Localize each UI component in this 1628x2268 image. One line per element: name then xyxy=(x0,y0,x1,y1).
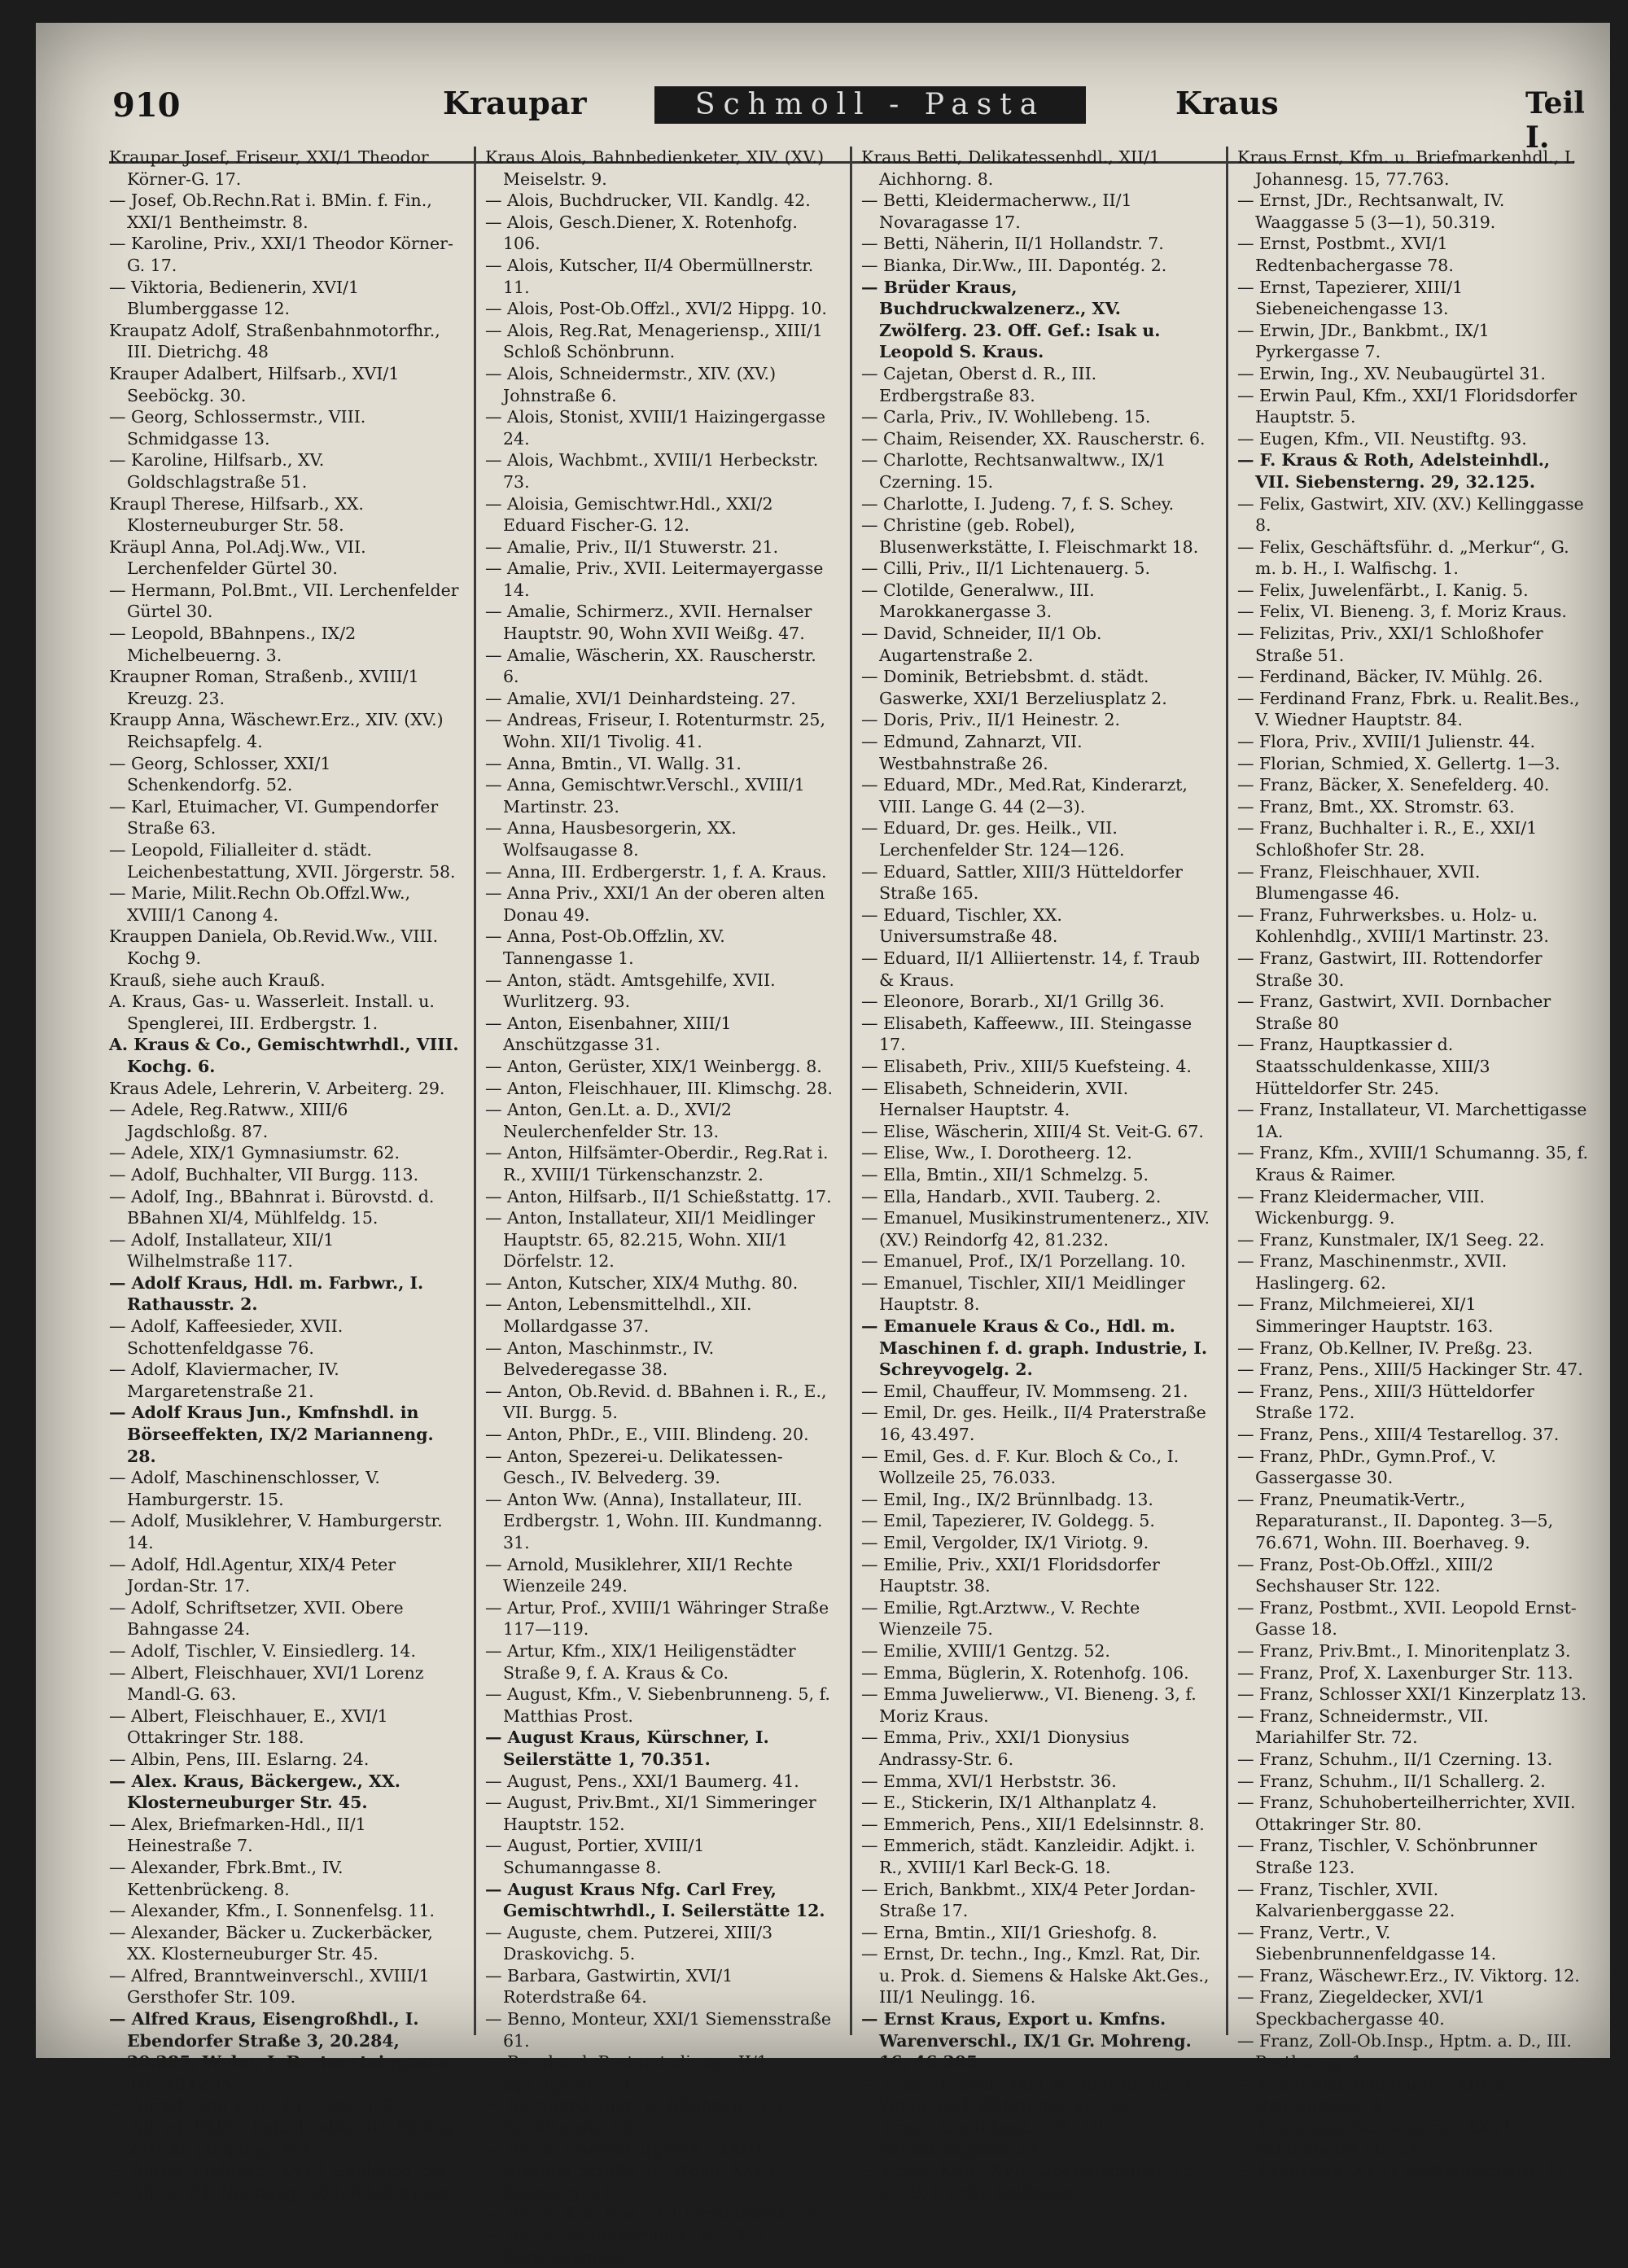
directory-entry: — Betti, Kleidermacherww., II/1 Novaragasse 17. xyxy=(861,190,1132,232)
directory-entry: — Franz, Zoll-Ob.Insp., Hptm. a. D., III. Posthorng. 1. xyxy=(1237,2030,1572,2073)
directory-entry: — Franz, Schuhm., II/1 Schallerg. 2. xyxy=(1237,1771,1546,1791)
directory-entry: — Leopold, BBahnpens., IX/2 Michelbeuerng. 3. xyxy=(109,624,357,665)
directory-entry: — Chaim, Reisender, XX. Rauscherstr. 6. xyxy=(861,428,1206,449)
directory-entry: — Alexander, Kfm., I. Sonnenfelsg. 11. xyxy=(109,1901,435,1921)
directory-entry: — Franz, Tischler, V. Schönbrunner Straße 123. xyxy=(1237,1836,1537,1877)
directory-page xyxy=(36,23,1610,2267)
directory-entry: — Franz, Fleischhauer, XVII. Blumengasse 46. xyxy=(1237,861,1481,904)
directory-entry: — Betti, Näherin, II/1 Hollandstr. 7. xyxy=(861,234,1164,254)
directory-entry: — Franz, Wäschewr.Erz., IV. Viktorg. 12. xyxy=(1237,1965,1580,1986)
directory-entry: — Anna, Gemischtwr.Verschl., XVIII/1 Martinstr. 23. xyxy=(485,775,805,817)
directory-entry: Krauppen Daniela, Ob.Revid.Ww., VIII. Kochg 9. xyxy=(109,926,439,968)
directory-entry: — Emil, Dr. ges. Heilk., II/4 Praterstraße 16, 43.497. xyxy=(861,1403,1206,1445)
directory-entry: — Eduard, Tischler, XX. Universumstraße 48. xyxy=(861,904,1062,947)
column-3 xyxy=(861,147,1213,2202)
directory-entry: — Franz, Buchhalter i. R., E., XXI/1 Schloßhofer Str. 28. xyxy=(1237,818,1538,860)
directory-entry: — Berta, Damenhutgesch., XXI/1 Brünner Straße 30, Wohn. XXI/1 Baumerg. 41. xyxy=(485,2139,778,2202)
directory-entry: — Anton, Lebensmittelhdl., XII. Mollardgasse 37. xyxy=(485,1294,752,1337)
directory-entry: — Franz, Pens., XIII/5 Hackinger Str. 47. xyxy=(1237,1359,1583,1380)
directory-entry: — Ernst, JDr., Rechtsanwalt, IV. Waaggasse 5 (3—1), 50.319. xyxy=(1237,190,1505,232)
directory-entry: — Franziska, Schneiderin, XXI/1 Schloßhofer Str. 51. xyxy=(1237,2117,1512,2159)
header-center-box: Schmoll - Pasta xyxy=(654,86,1086,124)
directory-entry: — David, Schneider, II/1 Ob. Augartenstraße 2. xyxy=(861,624,1102,665)
directory-entry: — Edmund, Zahnarzt, VII. Westbahnstraße 26. xyxy=(861,732,1083,773)
directory-entry: Kraupp Anna, Wäschewr.Erz., XIV. (XV.) Reichsapfelg. 4. xyxy=(109,710,444,752)
directory-entry: — Aloisia, Gemischtwr.Hdl., XXI/2 Eduard Fischer-G. 12. xyxy=(485,493,773,536)
directory-entry: — Anton Ww. (Anna), Installateur, III. Erdbergstr. 1, Wohn. III. Kundmanng. 31. xyxy=(485,1489,823,1552)
directory-entry: — Cajetan, Oberst d. R., III. Erdbergstraße 83. xyxy=(861,363,1097,405)
directory-entry: — Albert, Fleischhauer, XVI/1 Lorenz Mandl-G. 63. xyxy=(109,1662,424,1705)
directory-entry: — August, Pens., XXI/1 Baumerg. 41. xyxy=(485,1771,799,1791)
directory-entry: Kraupatz Adolf, Straßenbahnmotorfhr., III. Dietrichg. 48 xyxy=(109,320,440,362)
header-right-keyword: Kraus xyxy=(1175,85,1279,121)
directory-entry: — Emanuel, Tischler, XII/1 Meidlinger Hauptstr. 8. xyxy=(861,1272,1185,1315)
directory-entry: — Felix, VI. Bieneng. 3, f. Moriz Kraus. xyxy=(1237,602,1567,622)
directory-entry: — Franz, Pens., XIII/3 Hütteldorfer Straße 172. xyxy=(1237,1381,1534,1423)
directory-entry: — Anna Priv., XXI/1 An der oberen alten Donau 49. xyxy=(485,883,825,925)
directory-entry: — Anton, Hilfsämter-Oberdir., Reg.Rat i. R., XVIII/1 Türkenschanzstr. 2. xyxy=(485,1143,829,1184)
directory-entry: — Franz, Fuhrwerksbes. u. Holz- u. Kohlenhdlg., XVIII/1 Martinstr. 23. xyxy=(1237,904,1549,947)
directory-entry: — Franz, Bmt., XX. Stromstr. 63. xyxy=(1237,796,1515,817)
directory-entry: — August Kraus, Kürschner, I. Seilerstätte 1, 70.351. xyxy=(485,1727,769,1769)
directory-entry: — F. Kraus & Roth, Adelsteinhdl., VII. Siebensterng. 29, 32.125. xyxy=(1237,450,1551,492)
directory-entry: — Franz, Bäcker, X. Senefelderg. 40. xyxy=(1237,775,1550,795)
directory-entry: — Adolf, Schriftsetzer, XVII. Obere Bahngasse 24. xyxy=(109,1597,404,1640)
directory-entry: — Franz, Postbmt., XVII. Leopold Ernst-Gasse 18. xyxy=(1237,1597,1577,1640)
directory-entry: — Franz, Schuhm., II/1 Czerning. 13. xyxy=(1237,1749,1553,1769)
directory-entry: — Erwin, Ing., XV. Neubaugürtel 31. xyxy=(1237,363,1546,383)
directory-entry: — Emilie, XVIII/1 Gentzg. 52. xyxy=(861,1640,1110,1661)
column-2 xyxy=(485,147,837,2267)
directory-entry: — Artur, Kfm., XIX/1 Heiligenstädter Straße 9, f. A. Kraus & Co. xyxy=(485,1640,796,1683)
directory-entry: — Franz, Pens., XIII/4 Testarellog. 37. xyxy=(1237,1425,1560,1445)
directory-entry: — Anton, Hilfsarb., II/1 Schießstattg. 17. xyxy=(485,1186,832,1206)
directory-entry: — Alois, Kutscher, II/4 Obermüllnerstr. 11. xyxy=(485,255,814,297)
directory-entry: — Anton, Spezerei-u. Delikatessen-Gesch., IV. Belvederg. 39. xyxy=(485,1446,783,1488)
directory-entry: — Amalie, Wäscherin, XX. Rauscherstr. 6. xyxy=(485,645,816,687)
directory-entry: — Felix, Geschäftsführ. d. „Merkur“, G. m. b. H., I. Walfischg. 1. xyxy=(1237,536,1569,579)
directory-entry: — Anton, städt. Amtsgehilfe, XVII. Wurlitzerg. 93. xyxy=(485,970,776,1012)
directory-entry: — Emmerich, städt. Kanzleidir. Adjkt. i. R., XVIII/1 Karl Beck-G. 18. xyxy=(861,1836,1196,1877)
column-4 xyxy=(1237,147,1589,2181)
column-rule-2 xyxy=(850,147,852,2035)
directory-entry: — Franz, Kfm., XVIII/1 Schumanng. 35, f. Kraus & Raimer. xyxy=(1237,1143,1588,1184)
directory-entry: A. Kraus, Gas- u. Wasserleit. Install. u. Spenglerei, III. Erdbergstr. 1. xyxy=(109,992,435,1033)
directory-entry: — Leopold, Filialleiter d. städt. Leichenbestattung, XVII. Jörgerstr. 58. xyxy=(109,840,456,882)
directory-entry: — Ferdinand Franz, Fbrk. u. Realit.Bes., V. Wiedner Hauptstr. 84. xyxy=(1237,688,1580,730)
directory-entry: — Christine (geb. Robel), Blusenwerkstätte, I. Fleischmarkt 18. xyxy=(861,515,1199,557)
directory-entry: — Adolf, Buchhalter, VII Burgg. 113. xyxy=(109,1164,419,1184)
directory-entry: — Eleonore, Borarb., XI/1 Grillg 36. xyxy=(861,992,1165,1012)
header-left-keyword: Kraupar xyxy=(443,85,587,121)
directory-entry: — Eugen, Kfm., VII. Neustiftg. 93. xyxy=(1237,428,1527,449)
column-1 xyxy=(109,147,461,2202)
directory-entry: — Amalie, XVI/1 Deinhardsteing. 27. xyxy=(485,688,796,708)
directory-entry: — Emil, Vergolder, IX/1 Viriotg. 9. xyxy=(861,1533,1149,1552)
directory-entry: — Alfred, Branntweinverschl., XVIII/1 Gersthofer Str. 109. xyxy=(109,1965,430,2007)
directory-entry: — Adele, XIX/1 Gymnasiumstr. 62. xyxy=(109,1143,400,1163)
directory-entry: — Eduard, II/1 Alliiertenstr. 14, f. Traub & Kraus. xyxy=(861,948,1201,990)
directory-entry: Kraus Adele, Lehrerin, V. Arbeiterg. 29. xyxy=(109,1078,445,1098)
directory-entry: Kraupl Therese, Hilfsarb., XX. Klosterneuburger Str. 58. xyxy=(109,493,364,536)
directory-entry: — Alois, Wachbmt., XVIII/1 Herbeckstr. 73. xyxy=(485,450,819,492)
directory-entry: — Artur, Prof., XVIII/1 Währinger Straße 117—119. xyxy=(485,1597,829,1640)
directory-entry: — Adolf, Maschinenschlosser, V. Hamburgerstr. 15. xyxy=(109,1468,380,1509)
directory-entry: — Ernst Kraus, Export u. Kmfns. Warenverschl., IX/1 Gr. Mohreng. 16. 46.305. xyxy=(861,2009,1192,2073)
directory-entry: — Franz, Hauptkassier d. Staatsschuldenkasse, XIII/3 Hütteldorfer Str. 245. xyxy=(1237,1035,1490,1098)
directory-entry: — Franziska, XVI/1 Redtenbacherg. 17. xyxy=(1237,2161,1572,2181)
directory-entry: — Ernst, Dr. techn., Ing., Kmzl. Rat, Dir. u. Prok. d. Siemens & Halske Akt.Ges., III/1 Neulingg. 16. xyxy=(861,1944,1210,2007)
directory-entry: — Flora, Priv., XVIII/1 Julienstr. 44. xyxy=(1237,732,1536,752)
directory-entry: — Franz, Gastwirt, XVII. Dornbacher Straße 80 xyxy=(1237,992,1551,1033)
directory-entry: — Adolf, Hdl.Agentur, XIX/4 Peter Jordan-Str. 17. xyxy=(109,1554,396,1596)
directory-entry: — Franz, Installateur, VI. Marchettigasse 1A. xyxy=(1237,1100,1587,1141)
directory-entry: — Alired, Likörerz., XVI/1 Gablenzg. 58. xyxy=(109,2161,449,2181)
directory-entry: — Franz, Kunstmaler, IX/1 Seeg. 22. xyxy=(1237,1229,1545,1250)
directory-entry: — Anton, Fleischhauer, III. Klimschg. 28. xyxy=(485,1078,834,1098)
directory-entry: — Franz, Schuhoberteilherrichter, XVII. Ottakringer Str. 80. xyxy=(1237,1793,1576,1834)
directory-entry: — Elisabeth, Priv., XIII/5 Kuefsteing. 4. xyxy=(861,1056,1192,1076)
directory-entry: — Franz, Schlosser XXI/1 Kinzerplatz 13. xyxy=(1237,1684,1587,1705)
directory-entry: — Emil, Ing., IX/2 Brünnlbadg. 13. xyxy=(861,1489,1153,1509)
directory-entry: — Georg, Schlosser, XXI/1 Schenkendorfg. 52. xyxy=(109,753,331,795)
directory-entry: — Franz, Ob.Kellner, IV. Preßg. 23. xyxy=(1237,1338,1534,1358)
directory-entry: — Elisabeth, Kaffeeww., III. Steingasse 17. xyxy=(861,1013,1193,1055)
directory-entry: — Franz, Priv.Bmt., I. Minoritenplatz 3. xyxy=(1237,1640,1571,1661)
directory-entry: — Anton, Ob.Revid. d. BBahnen i. R., E., VII. Burgg. 5. xyxy=(485,1381,827,1423)
directory-entry: Krauper Adalbert, Hilfsarb., XVI/1 Seeböckg. 30. xyxy=(109,363,400,405)
directory-entry: — Anton, Gen.Lt. a. D., XVI/2 Neulerchenfelder Str. 13. xyxy=(485,1100,732,1141)
directory-entry: — Alfred Kraus, Eisengroßhdl., I. Ebendorfer Straße 3, 20.284, 20.285, Wohn. I. Bartensteingasse 16, 3812/IV. xyxy=(109,2009,449,2094)
column-rule-1 xyxy=(474,147,476,2035)
directory-entry: — Arnold, Musiklehrer, XII/1 Rechte Wienzeile 249. xyxy=(485,1554,793,1596)
directory-entry: — Brüder Kraus, Buchdruckwalzenerz., XV. Zwölferg. 23. Off. Gef.: Isak u. Leopold S. Kraus. xyxy=(861,277,1161,362)
directory-entry: Kraupar Josef, Friseur, XXI/1 Theodor Körner-G. 17. xyxy=(109,147,429,189)
directory-entry: — Franz, Milchmeierei, XI/1 Simmeringer Hauptstr. 163. xyxy=(1237,1294,1494,1337)
directory-entry: Krauß, siehe auch Krauß. xyxy=(109,970,326,990)
directory-entry: — Elisabeth, Schneiderin, XVII. Hernalser Hauptstr. 4. xyxy=(861,1078,1129,1120)
directory-entry: — Anton, Installateur, XII/1 Meidlinger Hauptstr. 65, 82.215, Wohn. XII/1 Dörfelstr. 12. xyxy=(485,1208,816,1272)
directory-entry: — Anna, Hausbesorgerin, XX. Wolfsaugasse 8. xyxy=(485,818,737,860)
directory-entry: — Marie, Milit.Rechn Ob.Offzl.Ww., XVIII/1 Canong 4. xyxy=(109,883,411,925)
directory-entry: — Emma, XVI/1 Herbststr. 36. xyxy=(861,1771,1117,1791)
directory-entry: — Anton, Eisenbahner, XIII/1 Anschützgasse 31. xyxy=(485,1013,732,1055)
directory-entry: — Alois, Schneidermstr., XIV. (XV.) Johnstraße 6. xyxy=(485,363,777,405)
directory-entry: — Adolf, Installateur, XII/1 Wilhelmstraße 117. xyxy=(109,1229,335,1272)
directory-entry: — Anton, PhDr., E., VIII. Blindeng. 20. xyxy=(485,1425,809,1445)
directory-entry: — Ernst, GenIntend. i. R., III. Sebastiangasse 23. xyxy=(861,2117,1109,2159)
directory-entry: — Eduard, MDr., Med.Rat, Kinderarzt, VIII. Lange G. 44 (2—3). xyxy=(861,775,1188,817)
directory-entry: — Anna, Bmtin., VI. Wallg. 31. xyxy=(485,753,742,773)
directory-entry: — Elise, Ww., I. Dorotheerg. 12. xyxy=(861,1143,1132,1163)
directory-entry: A. Kraus & Co., Gemischtwrhdl., VIII. Kochg. 6. xyxy=(109,1035,459,1076)
directory-entry: — Carla, Priv., IV. Wohllebeng. 15. xyxy=(861,407,1151,427)
directory-entry: — Viktoria, Bedienerin, XVI/1 Blumberggasse 12. xyxy=(109,277,360,319)
directory-entry: — Auguste, chem. Putzerei, XIII/3 Draskovichg. 5. xyxy=(485,1922,773,1964)
directory-entry: — August, Portier, XVIII/1 Schumanngasse 8. xyxy=(485,1836,705,1877)
directory-entry: — Alois, Reg.Rat, Menageriensp., XIII/1 Schloß Schönbrunn. xyxy=(485,320,823,362)
directory-entry: — Berta, Schnittwrhdlg., E., IX/2 Borschkegasse 4. xyxy=(485,2226,764,2267)
directory-entry: — Emil, Tapezierer, IV. Goldegg. 5. xyxy=(861,1511,1155,1531)
directory-entry: — Emilie, Rgt.Arztww., V. Rechte Wienzeile 75. xyxy=(861,1597,1140,1640)
directory-entry: — Erwin, JDr., Bankbmt., IX/1 Pyrkergasse 7. xyxy=(1237,320,1490,362)
directory-entry: — Emanuele Kraus & Co., Hdl. m. Maschinen f. d. graph. Industrie, I. Schreyvogelg. 2. xyxy=(861,1316,1207,1380)
directory-entry: — Ferdinand, Bäcker, IV. Mühlg. 26. xyxy=(1237,667,1543,687)
directory-entry: — Doris, Priv., II/1 Heinestr. 2. xyxy=(861,710,1121,730)
directory-entry: — Anna, Post-Ob.Offzlin, XV. Tannengasse 1. xyxy=(485,926,725,968)
directory-entry: — Felix, Juwelenfärbt., I. Kanig. 5. xyxy=(1237,580,1529,600)
directory-entry: — Alexander, Fbrk.Bmt., IV. Kettenbrückeng. 8. xyxy=(109,1857,344,1899)
directory-entry: — Adolf, Tischler, V. Einsiedlerg. 14. xyxy=(109,1640,416,1661)
directory-entry: — Bernhard, Postamtsdiener, II/1 Springerstr. 24. xyxy=(485,2052,768,2094)
directory-entry: — Anton, Maschinmstr., IV. Belvederegasse 38. xyxy=(485,1338,715,1380)
directory-entry: — Andreas, Friseur, I. Rotenturmstr. 25, Wohn. XII/1 Tivolig. 41. xyxy=(485,710,825,752)
directory-entry: — Emma, Priv., XXI/1 Dionysius Andrassy-Str. 6. xyxy=(861,1727,1130,1769)
directory-entry: — Alois, Buchdrucker, VII. Kandlg. 42. xyxy=(485,190,811,211)
directory-entry: Kraupner Roman, Straßenb., XVIII/1 Kreuzg. 23. xyxy=(109,667,419,708)
directory-entry: — Emil, Chauffeur, IV. Mommseng. 21. xyxy=(861,1381,1188,1401)
directory-entry: — Eduard, Dr. ges. Heilk., VII. Lerchenfelder Str. 124—126. xyxy=(861,818,1125,860)
directory-entry: — Franz, PhDr., Gymn.Prof., V. Gassergasse 30. xyxy=(1237,1446,1497,1488)
directory-entry: — Adolf Kraus, Hdl. m. Farbwr., I. Rathausstr. 2. xyxy=(109,1272,424,1315)
directory-entry: — Charlotte, I. Judeng. 7, f. S. Schey. xyxy=(861,493,1175,514)
directory-entry: — Franz, Vertr., V. Siebenbrunnenfeldgasse 14. xyxy=(1237,1922,1497,1964)
directory-entry: — Hermann, Pol.Bmt., VII. Lerchenfelder Gürtel 30. xyxy=(109,580,459,622)
directory-entry: — Karoline, Hilfsarb., XV. Goldschlagstraße 51. xyxy=(109,450,325,492)
directory-entry: — August Kraus Nfg. Carl Frey, Gemischtwrhdl., I. Seilerstätte 12. xyxy=(485,1879,825,1921)
directory-entry: — Elise, Wäscherin, XIII/4 St. Veit-G. 67. xyxy=(861,1121,1204,1141)
directory-entry: — Emanuel, Prof., IX/1 Porzellang. 10. xyxy=(861,1251,1186,1272)
directory-entry: — August, Priv.Bmt., XI/1 Simmeringer Hauptstr. 152. xyxy=(485,1793,816,1834)
directory-entry: — E., Stickerin, IX/1 Althanplatz 4. xyxy=(861,1793,1158,1813)
directory-entry: — Franz, Tischler, XVII. Kalvarienberggasse 22. xyxy=(1237,1879,1455,1921)
directory-entry: — Franz, Ziegeldecker, XVI/1 Speckbachergasse 40. xyxy=(1237,1987,1486,2029)
directory-entry: — Ernst, Kfm., XVII. Oberwiedenstr. 15, 4739, f. Fritz Bellmann. xyxy=(861,2161,1200,2202)
column-rule-3 xyxy=(1226,147,1228,2035)
directory-entry: — Amalie, Priv., II/1 Stuwerstr. 21. xyxy=(485,536,779,557)
directory-entry: — Amalie, Priv., XVII. Leitermayergasse 14. xyxy=(485,558,824,600)
directory-entry: — Alex. Kraus, Bäckergew., XX. Klosterneuburger Str. 45. xyxy=(109,1771,400,1813)
directory-entry: — August, Kfm., V. Siebenbrunneng. 5, f. Matthias Prost. xyxy=(485,1684,830,1726)
directory-entry: — Adolf, Klaviermacher, IV. Margaretenstraße 21. xyxy=(109,1359,339,1401)
directory-entry: — Alexander, Bäcker u. Zuckerbäcker, XX. Klosterneuburger Str. 45. xyxy=(109,1922,433,1964)
directory-entry: Kraus Ernst, Kfm. u. Briefmarkenhdl., I. Johannesg. 15, 77.763. xyxy=(1237,147,1577,189)
directory-entry: — Anton, Kutscher, XIX/4 Muthg. 80. xyxy=(485,1272,799,1293)
directory-entry: — Emma Juwelierww., VI. Bieneng. 3, f. Moriz Kraus. xyxy=(861,1684,1197,1726)
directory-entry: — Felix, Gastwirt, XIV. (XV.) Kellinggasse 8. xyxy=(1237,493,1584,536)
directory-entry: — Adolf, Ing., BBahnrat i. Bürovstd. d. BBahnen XI/4, Mühlfeldg. 15. xyxy=(109,1186,435,1228)
directory-entry: — Franz, Maschinenmstr., XVII. Haslingerg. 62. xyxy=(1237,1251,1508,1293)
page-header xyxy=(36,63,1610,155)
directory-entry: — Adolf Kraus Jun., Kmfnshdl. in Börseeffekten, IX/2 Marianneng. 28. xyxy=(109,1403,434,1466)
directory-entry: — Adolf, Kaffeesieder, XVII. Schottenfeldgasse 76. xyxy=(109,1316,344,1358)
directory-entry: — Emma, Büglerin, X. Rotenhofg. 106. xyxy=(861,1662,1189,1683)
directory-entry: — Albert, Fleischhauer, E., XVI/1 Ottakringer Str. 188. xyxy=(109,1705,388,1748)
directory-entry: — Charlotte, Rechtsanwaltww., IX/1 Czerning. 15. xyxy=(861,450,1166,492)
directory-entry: — Florian, Schmied, X. Gellertg. 1—3. xyxy=(1237,753,1560,773)
directory-entry: — Ernst, Friseur, IX/1 Nußdorfer Str. 3, Wohn. IX/1 Währinger Str. 56. xyxy=(861,2073,1197,2116)
directory-entry: — Clotilde, Generalww., III. Marokkanergasse 3. xyxy=(861,580,1095,622)
directory-entry: — Franz, Gastwirt, III. Rottendorfer Straße 30. xyxy=(1237,948,1543,990)
directory-entry: — Franz, Prof, X. Laxenburger Str. 113. xyxy=(1237,1662,1573,1683)
directory-entry: — Karoline, Priv., XXI/1 Theodor Körner-G. 17. xyxy=(109,234,453,275)
directory-entry: — Alois, Post-Ob.Offzl., XVI/2 Hippg. 10. xyxy=(485,299,827,319)
directory-entry: — Ernst, Postbmt., XVI/1 Redtenbachergasse 78. xyxy=(1237,234,1454,275)
directory-entry: Kräupl Anna, Pol.Adj.Ww., VII. Lerchenfelder Gürtel 30. xyxy=(109,536,366,579)
directory-entry: — Josef, Ob.Rechn.Rat i. BMin. f. Fin., XXI/1 Bentheimstr. 8. xyxy=(109,190,432,232)
directory-entry: — Albin, Pens, III. Eslarng. 24. xyxy=(109,1749,370,1769)
directory-entry: — Amalie, Schirmerz., XVII. Hernalser Hauptstr. 90, Wohn XVII Weißg. 47. xyxy=(485,602,812,644)
directory-entry: — Eduard, Sattler, XIII/3 Hütteldorfer Straße 165. xyxy=(861,861,1183,904)
directory-entry: — Anton, Gerüster, XIX/1 Weinbergg. 8. xyxy=(485,1056,822,1076)
directory-entry: — Alfred, PhDr., Industrieller, III. Mohsg. 2 (Ecke Jacquing. 49). xyxy=(109,2117,459,2159)
directory-entry: — Adele, Reg.Ratww., XIII/6 Jagdschloßg. 87. xyxy=(109,1100,348,1141)
directory-entry: — Alice, VII. Neubaug. 56 f. Adolf Kraus. xyxy=(109,2182,455,2202)
directory-entry: — Benno, Monteur, XXI/1 Siemensstraße 61. xyxy=(485,2009,832,2051)
directory-entry: — Alois, Stonist, XVIII/1 Haizingergasse 24. xyxy=(485,407,825,449)
directory-entry: — Georg, Schlossermstr., VIII. Schmidgasse 13. xyxy=(109,407,366,449)
directory-entry: — Bianka, Dir.Ww., III. Dapontég. 2. xyxy=(861,255,1167,275)
directory-entry: — Emilie, Priv., XXI/1 Floridsdorfer Hauptstr. 38. xyxy=(861,1554,1160,1596)
header-part-label: Teil I. xyxy=(1525,86,1585,155)
directory-entry: Kraus Betti, Delikatessenhdl., XII/1 Aichhorng. 8. xyxy=(861,147,1161,189)
directory-entry: — Franz Kleidermacher, VIII. Wickenburgg. 9. xyxy=(1237,1186,1486,1228)
directory-entry: — Barbara, Gastwirtin, XVI/1 Roterdstraße 64. xyxy=(485,1965,733,2007)
directory-entry: — Franz, Schneidermstr., VII. Mariahilfer Str. 72. xyxy=(1237,1705,1489,1748)
directory-entry: — Emanuel, Musikinstrumentenerz., XIV. (XV.) Reindorfg 42, 81.232. xyxy=(861,1208,1210,1250)
directory-entry: — Bernhard, Insp. d. BBahnen, II/3 Schüttaustr. 59. xyxy=(485,2095,783,2138)
directory-entry: — Erich, Bankbmt., XIX/4 Peter Jordan-Straße 17. xyxy=(861,1879,1196,1921)
directory-entry: — Cilli, Priv., II/1 Lichtenauerg. 5. xyxy=(861,558,1150,579)
directory-entry: — Ella, Bmtin., XII/1 Schmelzg. 5. xyxy=(861,1164,1149,1184)
directory-entry: — Alex, Briefmarken-Hdl., II/1 Heinestraße 7. xyxy=(109,1814,366,1856)
directory-entry: — Adolf, Musiklehrer, V. Hamburgerstr. 14. xyxy=(109,1511,443,1552)
directory-entry: — Dominik, Betriebsbmt. d. städt. Gaswerke, XXI/1 Berzeliusplatz 2. xyxy=(861,667,1167,708)
directory-entry: — Franz, Post-Ob.Offzl., XIII/2 Sechshauser Str. 122. xyxy=(1237,1554,1494,1596)
directory-entry: — Alois, Gesch.Diener, X. Rotenhofg. 106. xyxy=(485,212,798,254)
directory-entry: — Ella, Handarb., XVII. Tauberg. 2. xyxy=(861,1186,1162,1206)
directory-entry: — Franziska, Bedienerin, XIII/2 Iheringgasse 9. xyxy=(1237,2073,1504,2116)
directory-entry: — Alfred, Gen a. D., III. Lagerg. 2. xyxy=(109,2095,400,2116)
directory-entry: — Erwin Paul, Kfm., XXI/1 Floridsdorfer Hauptstr. 5. xyxy=(1237,385,1578,427)
directory-entry: — Franz, Pneumatik-Vertr., Reparaturanst., II. Daponteg. 3—5, 76.671, Wohn. III. Boerhaveg. 9. xyxy=(1237,1489,1554,1552)
directory-entry: — Anna, III. Erdbergerstr. 1, f. A. Kraus. xyxy=(485,861,827,882)
page-number: 910 xyxy=(112,86,181,125)
directory-entry: — Emmerich, Pens., XII/1 Edelsinnstr. 8. xyxy=(861,1814,1205,1834)
directory-entry: — Erna, Bmtin., XII/1 Grieshofg. 8. xyxy=(861,1922,1158,1942)
directory-entry: — Karl, Etuimacher, VI. Gumpendorfer Straße 63. xyxy=(109,796,439,838)
directory-entry: — Berta, Kfm.Ww., II/1 Ferdinandstr. 22. xyxy=(485,2204,830,2224)
directory-entry: Kraus Alois, Bahnbedienketer, XIV. (XV.) Meiselstr. 9. xyxy=(485,147,825,189)
directory-entry: — Felizitas, Priv., XXI/1 Schloßhofer Straße 51. xyxy=(1237,624,1543,665)
directory-entry: — Emil, Ges. d. F. Kur. Bloch & Co., I. Wollzeile 25, 76.033. xyxy=(861,1446,1179,1488)
directory-entry: — Ernst, Tapezierer, XIII/1 Siebeneichengasse 13. xyxy=(1237,277,1464,319)
